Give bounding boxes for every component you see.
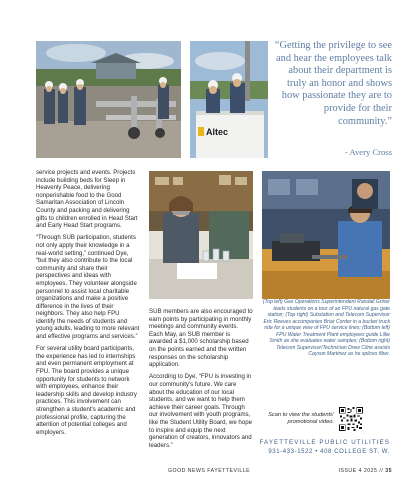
footer-issue [320, 468, 392, 474]
org-contact: 931-433-1522 • 408 COLLEGE ST. W. [268, 449, 390, 455]
paragraph: According to Dye, “FPU is investing in our community's future. We care about the education of our local students, and we want to help them achieve their career goals. Through our involvement with youth programs, like the Student Utility Board, we hope to inspire and equip the next generation of creators, innovators and leaders.” [149, 373, 252, 449]
body-column-middle [149, 308, 253, 454]
footer-publication: GOOD NEWS FAYETTEVILLE [168, 468, 251, 474]
pull-quote: “Getting the privilege to see and hear the employees talk about their department is truly an honor and shows how passionate they are to provide for their community.” [274, 40, 392, 127]
photo-fiber-splicing [262, 171, 390, 299]
paragraph: SUB members are also encouraged to earn points by participating in monthly meetings and community events. Each May, an SUB member is awarded a $1,000 scholarship based on the points earned and the written responses on the scholarship application. [149, 308, 253, 369]
altec-logo: Altec [206, 127, 229, 137]
qr-code[interactable] [339, 407, 363, 431]
photo-caption: (Top left) Gas Operations Superintendent Randall Griner leads students on a tour of an FPU natural gas gate station; (Top right) Substation and Telecom Supervisor Eric Reeves accompanies Briar Corder in a bucket truck ride for a unique view of FPU service lines; (Bottom left) FPU Water Treatment Plant employees guide Lillie Smith as she evaluates water samples; (Bottom right) Telecom Supervisor/Technician Drew Cline assists Cayson Martinez as he splices fiber. [262, 299, 390, 357]
photo-gas-station-tour [36, 41, 181, 158]
org-name: FAYETTEVILLE PUBLIC UTILITIES [259, 439, 390, 446]
paragraph: “Through SUB participation, students not only apply their knowledge in a real-world setting,” continued Dye, “but they also contribute to the local community and share their perspectives and ideas with employees. They volunteer alongside personnel to assist local charitable organizations and make a positive difference in the lives of their neighbors. They also help FPU identify the needs of students and young adults, leading to more relevant and effective programs and services.” [36, 234, 140, 341]
paragraph: For several utility board participants, the experience has led to internships and even permanent employment at FPU. The board provides a unique opportunity for students to network with employees, enhance their leadership skills and develop industry practices. This involvement can strengthen a student's academic and professional profile, capturing the attention of potential colleges and employers. [36, 345, 137, 436]
photo-water-sample [149, 171, 253, 299]
page-number: 35 [385, 468, 392, 474]
paragraph: service projects and events. Projects include building beds for Sleep in Heavenly Peace, delivering nonperishable food to the Good Samaritan Association of Lincoln County and packing and delivering gifts to children enrolled in Head Start and Early Head Start programs. [36, 169, 138, 230]
photo-bucket-truck [190, 41, 268, 158]
footer-issue-label: ISSUE 4 2025 // [338, 468, 384, 474]
body-column-left [36, 169, 140, 441]
scan-prompt: Scan to view the students' promotional video. [268, 412, 334, 425]
quote-author: - Avery Cross [344, 147, 392, 157]
